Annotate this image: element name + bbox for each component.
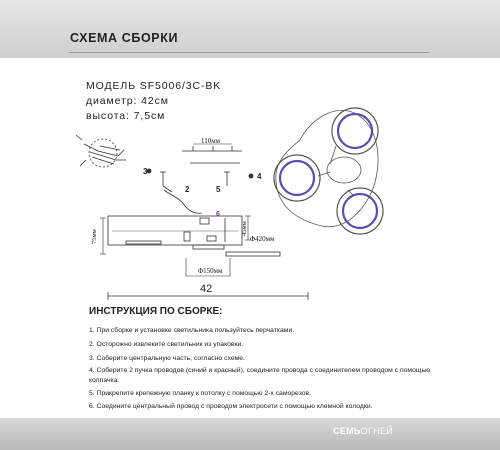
dim-42-label: 42	[200, 283, 213, 295]
spec-model: МОДЕЛЬ SF5006/3C-BK	[86, 80, 222, 92]
footer-band	[0, 418, 500, 450]
fixture-top-view	[274, 108, 383, 234]
spec-height: высота: 7,5см	[86, 110, 166, 122]
callout-dot-4	[249, 174, 254, 179]
dim-45-label: 45мм	[241, 221, 248, 236]
dimension-75	[100, 218, 106, 254]
dim-110-label: 110мм	[201, 137, 221, 145]
instruction-step-2: 2. Осторожно извлеките светильник из упаковки.	[89, 341, 244, 348]
callout-6: 6	[216, 211, 220, 218]
gloved-hand-illustration	[76, 135, 126, 167]
spec-diameter: диаметр: 42см	[86, 95, 169, 107]
instruction-step-3: 3. Соберите центральную часть, согласно схеме.	[89, 355, 245, 362]
instruction-step-4: 4. Соберите 2 пучка проводов (синий и красный), соедините провода с соединителем проводом с помощью колпачка.	[89, 367, 431, 384]
page-title: СХЕМА СБОРКИ	[70, 31, 179, 45]
brand-light: ОГНЕЙ	[360, 426, 394, 436]
mounting-bracket	[182, 144, 242, 163]
instruction-step-6: 6. Соедините центральный провод с проводом электросети с помощью клемной колодки.	[89, 403, 373, 410]
dim-150-label: Φ150мм	[198, 267, 223, 275]
instructions-title: ИНСТРУКЦИЯ ПО СБОРКЕ:	[89, 306, 223, 317]
brand-logo	[333, 426, 393, 436]
dim-75-label: 75мм	[91, 229, 98, 244]
callout-4: 4	[257, 172, 262, 181]
instruction-step-1: 1. При сборке и установке светильника пользуйтесь перчатками.	[89, 327, 295, 334]
power-wire	[164, 190, 202, 213]
callout-3: 3	[143, 167, 148, 176]
brand-bold: СЕМЬ	[333, 426, 361, 436]
dim-420-label: Φ420мм	[250, 235, 275, 243]
callout-5: 5	[216, 185, 221, 194]
callout-2: 2	[185, 185, 190, 194]
instruction-step-5: 5. Прикрепите крепежную планку к потолку с помощью 2-х саморезов.	[89, 390, 312, 397]
